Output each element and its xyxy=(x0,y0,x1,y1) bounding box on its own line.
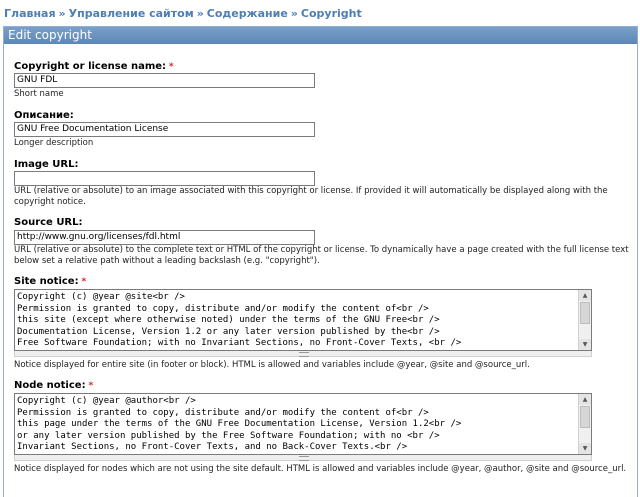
scroll-up-arrow-icon[interactable]: ▲ xyxy=(579,394,591,405)
site-notice-text: Copyright (c) @year @site<br /> Permission is granted to copy, distribute and/or modify the content of<br /> this site (except where otherwise noted) under the terms of the GNU Free<br /> Documentation License, Version 1.2 or any later version published by the<br /> Free Software Foundation; with no Invariant Sections, no Front-Cover Texts, <br /> xyxy=(17,292,462,348)
scroll-thumb[interactable] xyxy=(580,302,590,324)
breadcrumb-separator: » xyxy=(196,7,204,20)
node-notice-resize-handle[interactable] xyxy=(14,455,592,461)
node-notice-label: Node notice: xyxy=(14,380,86,391)
site-notice-label-row xyxy=(14,276,86,287)
source-url-input[interactable]: http://www.gnu.org/licenses/fdl.html xyxy=(14,230,315,245)
breadcrumb-separator: » xyxy=(290,7,298,20)
node-notice-textarea[interactable] xyxy=(14,393,592,455)
breadcrumb-copyright-link[interactable]: Copyright xyxy=(300,7,362,20)
source-url-label: Source URL: xyxy=(14,217,83,228)
node-notice-description: Notice displayed for nodes which are not using the site default. HTML is allowed and variables include @year, @author, @site and @source_url. xyxy=(14,464,627,474)
image-url-input[interactable] xyxy=(14,171,315,186)
description-label: Описание: xyxy=(14,110,74,121)
required-marker: * xyxy=(88,381,94,391)
site-notice-description: Notice displayed for entire site (in footer or block). HTML is allowed and variables include @year, @site and @source_url. xyxy=(14,360,530,370)
description-input[interactable]: GNU Free Documentation License xyxy=(14,122,315,137)
grip-icon xyxy=(299,352,309,357)
site-notice-textarea[interactable] xyxy=(14,289,592,351)
node-notice-label-row xyxy=(14,380,93,391)
source-url-label-row xyxy=(14,217,83,228)
grip-icon xyxy=(299,456,309,461)
panel-title: Edit copyright xyxy=(4,27,637,44)
breadcrumb-content-link[interactable]: Содержание xyxy=(206,7,288,20)
scroll-thumb[interactable] xyxy=(580,406,590,428)
name-label: Copyright or license name: xyxy=(14,61,167,72)
required-marker: * xyxy=(168,62,174,72)
site-notice-label: Site notice: xyxy=(14,276,79,287)
scroll-down-arrow-icon[interactable]: ▼ xyxy=(579,339,591,350)
image-url-label-row xyxy=(14,159,79,170)
description-field-label-row xyxy=(14,110,74,121)
site-notice-resize-handle[interactable] xyxy=(14,351,592,357)
breadcrumb-separator: » xyxy=(58,7,66,20)
scroll-down-arrow-icon[interactable]: ▼ xyxy=(579,443,591,454)
required-marker: * xyxy=(81,277,87,287)
name-field-label-row xyxy=(14,61,174,72)
breadcrumb-home-link[interactable]: Главная xyxy=(4,7,56,20)
node-notice-scrollbar[interactable] xyxy=(578,394,591,454)
node-notice-text: Copyright (c) @year @author<br /> Permission is granted to copy, distribute and/or modify the content of<br /> this page under the terms of the GNU Free Documentation License, Version 1.2<br /> or any later version published by the Free Software Foundation; with no <br /> Invariant Sections, no Front-Cover Texts, and no Back-Cover Texts.<br /> xyxy=(17,396,462,452)
name-description: Short name xyxy=(14,89,64,99)
image-url-description: URL (relative or absolute) to an image associated with this copyright or license. If provided it will automatically be displayed along with the copyright notice. xyxy=(14,186,608,207)
site-notice-scrollbar[interactable] xyxy=(578,290,591,350)
description-description: Longer description xyxy=(14,138,94,148)
breadcrumb xyxy=(4,7,362,20)
breadcrumb-admin-link[interactable]: Управление сайтом xyxy=(68,7,194,20)
source-url-description: URL (relative or absolute) to the complete text or HTML of the copyright or license. To dynamically have a page created with the full license text below set a relative path without a leading backslash (e.g. "copyright"). xyxy=(14,245,629,266)
edit-copyright-panel xyxy=(3,26,638,497)
name-input[interactable]: GNU FDL xyxy=(14,73,315,88)
scroll-up-arrow-icon[interactable]: ▲ xyxy=(579,290,591,301)
image-url-label: Image URL: xyxy=(14,159,79,170)
